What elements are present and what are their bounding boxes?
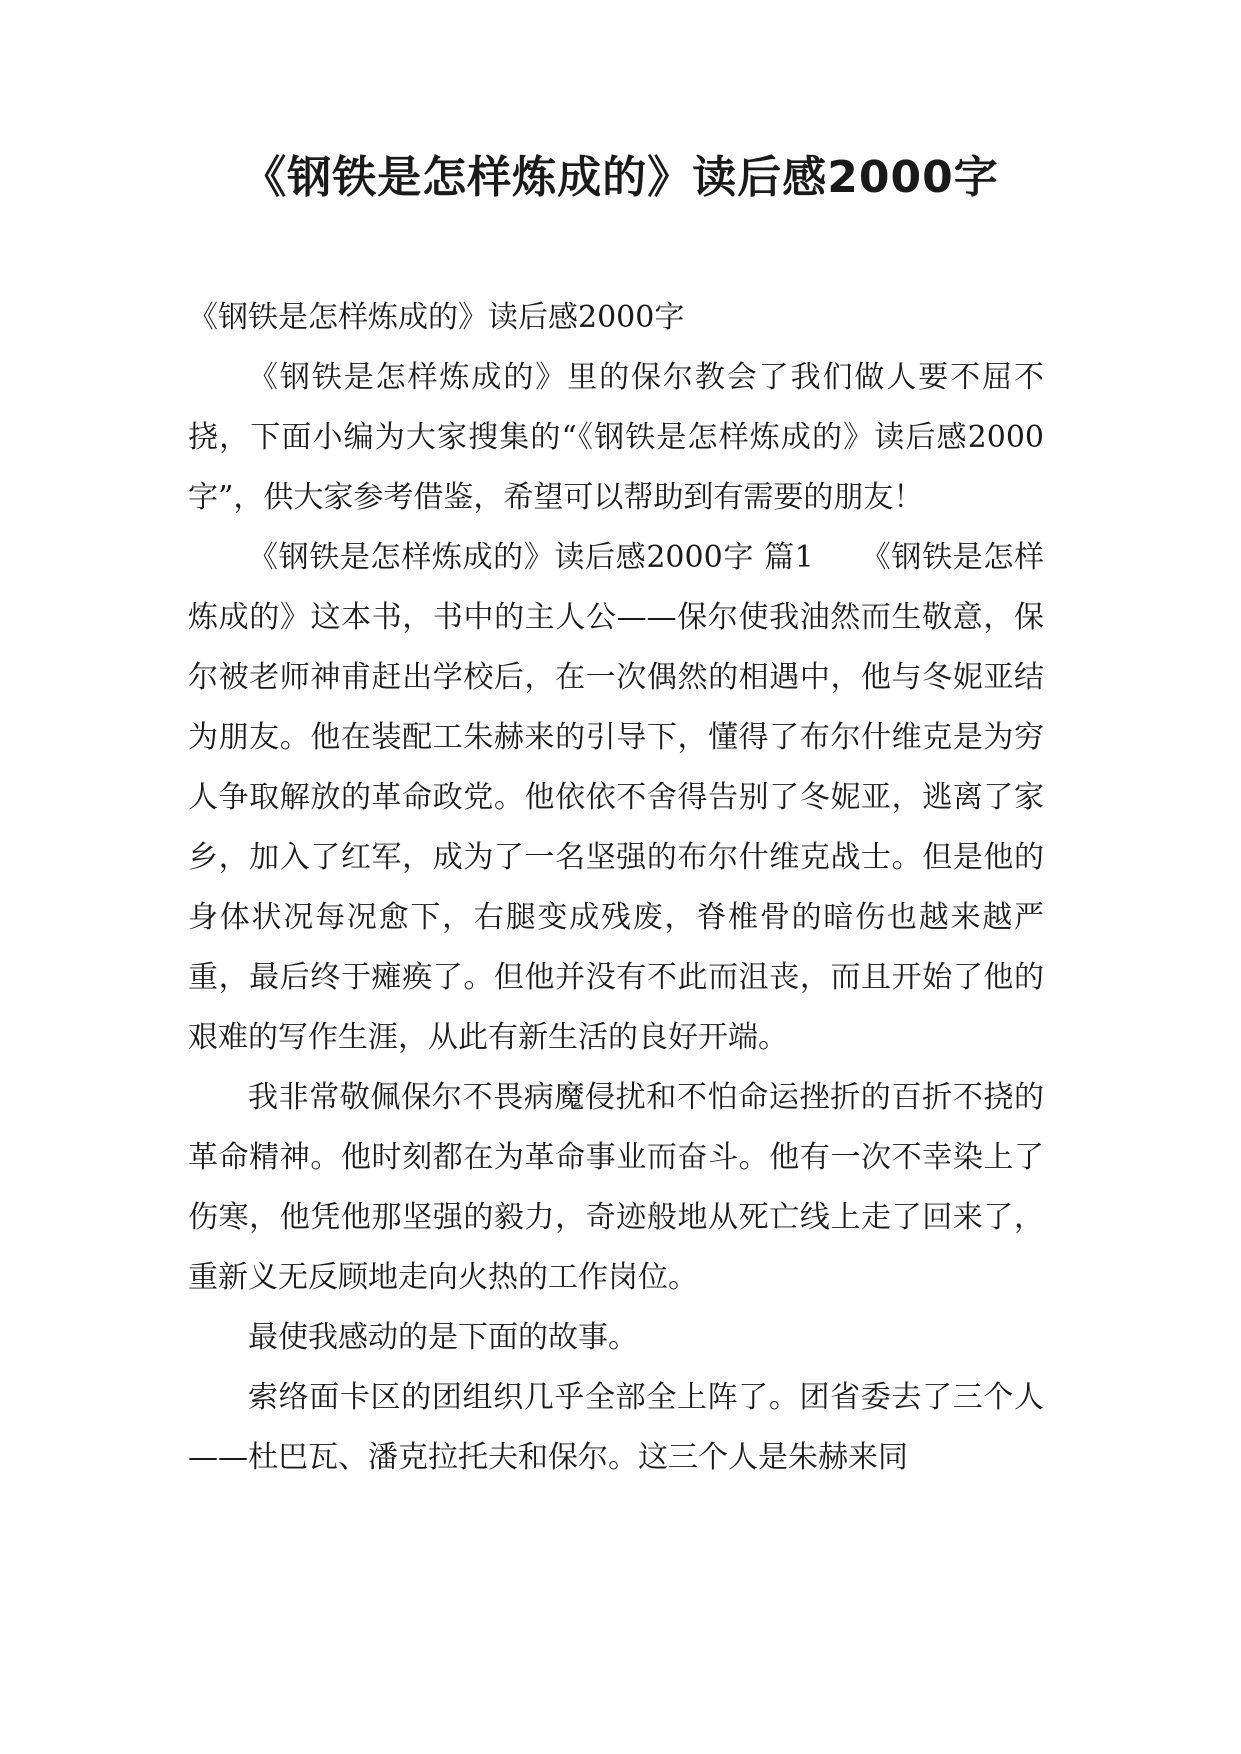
document-subtitle: 《钢铁是怎样炼成的》读后感2000字	[188, 300, 685, 335]
paragraph-story-start: 索络面卡区的团组织几乎全部全上阵了。团省委去了三个人——杜巴瓦、潘克拉托夫和保尔。这三个人是朱赫来同	[188, 1380, 1044, 1475]
paragraph-admiration: 我非常敬佩保尔不畏病魔侵扰和不怕命运挫折的百折不挠的革命精神。他时刻都在为革命事业而奋斗。他有一次不幸染上了伤寒，他凭他那坚强的毅力，奇迹般地从死亡线上走了回来了，重新义无反顾地走向火热的工作岗位。	[188, 1080, 1044, 1295]
document-body	[188, 288, 1044, 1488]
paragraph-intro: 《钢铁是怎样炼成的》里的保尔教会了我们做人要不屈不挠，下面小编为大家搜集的“《钢铁是怎样炼成的》读后感2000字”，供大家参考借鉴，希望可以帮助到有需要的朋友！	[188, 360, 1044, 515]
document-title: 《钢铁是怎样炼成的》读后感2000字	[242, 152, 999, 203]
paragraph-moving-story: 最使我感动的是下面的故事。	[248, 1320, 638, 1355]
paragraph-part-1: 《钢铁是怎样炼成的》读后感2000字 篇1 《钢铁是怎样炼成的》这本书，书中的主人公——保尔使我油然而生敬意，保尔被老师神甫赶出学校后，在一次偶然的相遇中，他与冬妮亚结为朋友。他在装配工朱赫来的引导下，懂得了布尔什维克是为穷人争取解放的革命政党。他依依不舍得告别了冬妮亚，逃离了家乡，加入了红军，成为了一名坚强的布尔什维克战士。但是他的身体状况每况愈下，右腿变成残废，脊椎骨的暗伤也越来越严重，最后终于瘫痪了。但他并没有不此而沮丧，而且开始了他的艰难的写作生涯，从此有新生活的良好开端。	[188, 540, 1044, 1055]
